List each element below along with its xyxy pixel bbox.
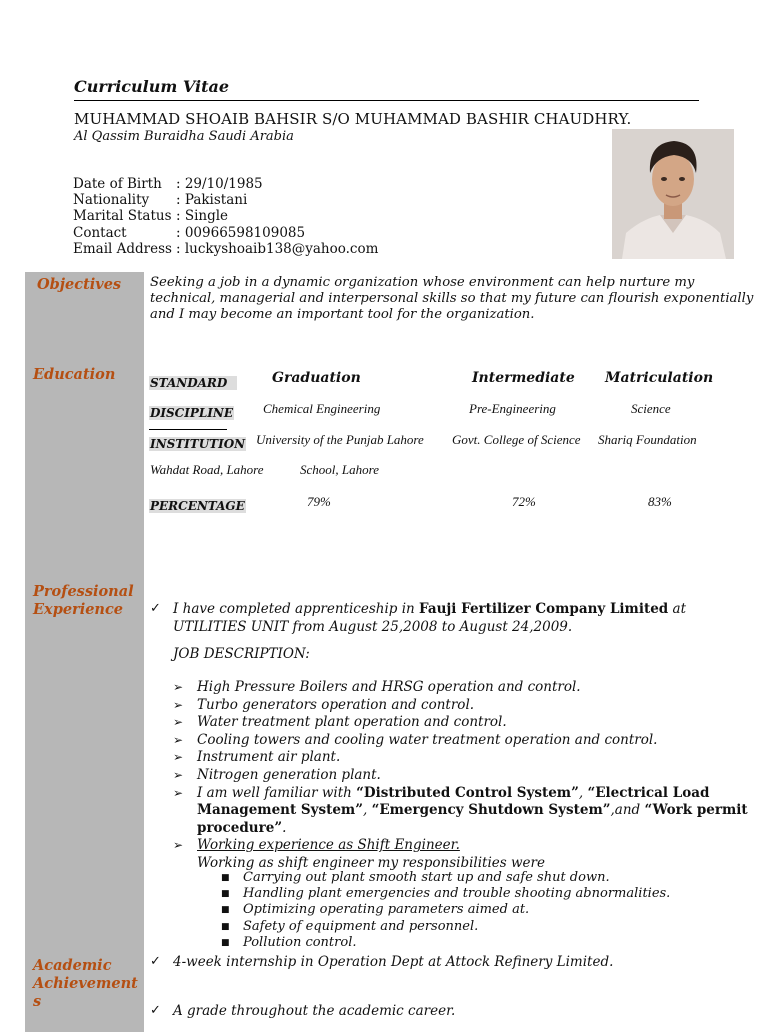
arrow-bullet-icon: ➢ <box>173 750 184 765</box>
edu-percentage-intermediate: 72% <box>512 494 536 509</box>
edu-percentage-matriculation: 83% <box>648 494 672 509</box>
edu-institution-graduation: University of the Punjab Lahore <box>256 432 424 447</box>
list-item: ➢ I am well familiar with “Distributed Control System”, “Electrical Load Management System”, “Emergency Shutdown System”,and “Work permit procedure”. <box>173 784 748 836</box>
edu-institution-cont-graduation: Wahdat Road, Lahore <box>150 462 264 477</box>
square-bullet-icon: ■ <box>221 889 230 900</box>
info-row <box>73 192 378 208</box>
academic-item-2: A grade throughout the academic career. <box>173 1003 456 1019</box>
title-divider <box>74 100 699 101</box>
list-item: ■ Pollution control. <box>221 934 357 950</box>
info-label: Nationality <box>73 192 150 209</box>
info-value: : luckyshoaib138@yahoo.com <box>176 240 379 257</box>
square-bullet-icon: ■ <box>221 905 230 916</box>
list-item: ■ Optimizing operating parameters aimed at. <box>221 902 530 918</box>
info-label: Marital Status <box>73 208 172 225</box>
edu-discipline-label: DISCIPLINE <box>150 406 234 420</box>
list-item: ■ Handling plant emergencies and trouble shooting abnormalities. <box>221 886 671 902</box>
checkmark-icon: ✓ <box>150 601 161 616</box>
info-label: Contact <box>73 224 127 241</box>
edu-percentage-graduation: 79% <box>307 494 331 509</box>
edu-institution-label: INSTITUTION <box>150 437 246 451</box>
arrow-bullet-icon: ➢ <box>173 715 184 730</box>
arrow-bullet-icon: ➢ <box>173 697 184 712</box>
list-item: ➢ Turbo generators operation and control. <box>173 696 475 713</box>
edu-divider <box>149 429 227 430</box>
candidate-name: MUHAMMAD SHOAIB BAHSIR S/O MUHAMMAD BASHIR CHAUDHRY. <box>74 110 632 128</box>
document-title: Curriculum Vitae <box>74 77 230 96</box>
info-row <box>73 176 378 192</box>
section-sidebar <box>25 272 144 1032</box>
profile-photo <box>612 129 734 259</box>
edu-col-matriculation: Matriculation <box>605 370 714 386</box>
edu-institution-cont-intermediate: School, Lahore <box>300 462 379 477</box>
arrow-bullet-icon: ➢ <box>173 785 184 800</box>
arrow-bullet-icon: ➢ <box>173 838 184 853</box>
edu-standard-label: STANDARD <box>149 372 237 391</box>
info-row <box>73 225 378 241</box>
section-experience-line2: Experience <box>33 601 124 618</box>
edu-percentage-label: PERCENTAGE <box>150 499 245 513</box>
job-description-heading: JOB DESCRIPTION: <box>173 646 310 662</box>
section-objectives-label: Objectives <box>37 276 122 293</box>
edu-col-intermediate: Intermediate <box>472 370 575 386</box>
list-item: ■ Safety of equipment and personnel. <box>221 918 479 934</box>
section-experience-label <box>33 583 134 619</box>
checkmark-icon: ✓ <box>150 954 161 969</box>
list-item: ➢ Nitrogen generation plant. <box>173 766 381 783</box>
arrow-bullet-icon: ➢ <box>173 680 184 694</box>
info-value: : 29/10/1985 <box>176 176 263 192</box>
info-row <box>73 208 378 224</box>
responsibilities-list <box>219 870 739 951</box>
section-experience-line1: Professional <box>33 583 134 600</box>
edu-discipline-matriculation: Science <box>631 401 671 416</box>
edu-discipline-graduation: Chemical Engineering <box>263 401 381 416</box>
info-row <box>73 241 378 257</box>
candidate-address: Al Qassim Buraidha Saudi Arabia <box>74 129 294 144</box>
square-bullet-icon: ■ <box>221 921 230 932</box>
arrow-bullet-icon: ➢ <box>173 732 184 747</box>
edu-institution-intermediate: Govt. College of Science <box>452 432 581 447</box>
info-value: : Single <box>176 208 229 225</box>
section-academic-label <box>33 957 138 1011</box>
company-name: Fauji Fertilizer Company Limited <box>419 601 669 617</box>
edu-col-graduation: Graduation <box>272 370 361 386</box>
experience-intro: I have completed apprenticeship in Fauji Fertilizer Company Limited at UTILITIES UNIT from August 25,2008 to August 24,2009. <box>173 601 687 635</box>
edu-institution-matriculation: Shariq Foundation <box>598 432 697 447</box>
checkmark-icon: ✓ <box>150 1003 161 1018</box>
section-academic-line3: s <box>33 993 42 1010</box>
info-value: : Pakistani <box>176 192 248 209</box>
section-academic-line2: Achievement <box>33 975 138 992</box>
list-item: ➢ Cooling towers and cooling water treatment operation and control. <box>173 731 658 748</box>
square-bullet-icon: ■ <box>221 937 230 948</box>
personal-info <box>73 176 378 257</box>
list-item: ➢ Water treatment plant operation and control. <box>173 714 507 731</box>
edu-discipline-intermediate: Pre-Engineering <box>469 401 556 416</box>
info-label: Date of Birth <box>73 176 162 192</box>
list-item: ➢ High Pressure Boilers and HRSG operation and control. <box>173 679 581 695</box>
academic-item-1: 4-week internship in Operation Dept at Attock Refinery Limited. <box>173 954 614 970</box>
section-academic-line1: Academic <box>33 957 112 974</box>
info-label: Email Address <box>73 240 172 257</box>
arrow-bullet-icon: ➢ <box>173 767 184 782</box>
list-item: ■ Carrying out plant smooth start up and safe shut down. <box>221 870 610 885</box>
square-bullet-icon: ■ <box>221 873 230 883</box>
list-item: ➢ Working experience as Shift Engineer. Working as shift engineer my responsibilities were <box>173 837 545 871</box>
job-duties-list <box>173 679 753 873</box>
section-education-label: Education <box>33 366 116 383</box>
info-value: : 00966598109085 <box>176 224 306 241</box>
list-item: ➢ Instrument air plant. <box>173 749 341 766</box>
objective-text: Seeking a job in a dynamic organization whose environment can help nurture my technical, managerial and interpersonal skills so that my future can flourish exponentially and I may become an important tool for the organization. <box>150 275 754 323</box>
